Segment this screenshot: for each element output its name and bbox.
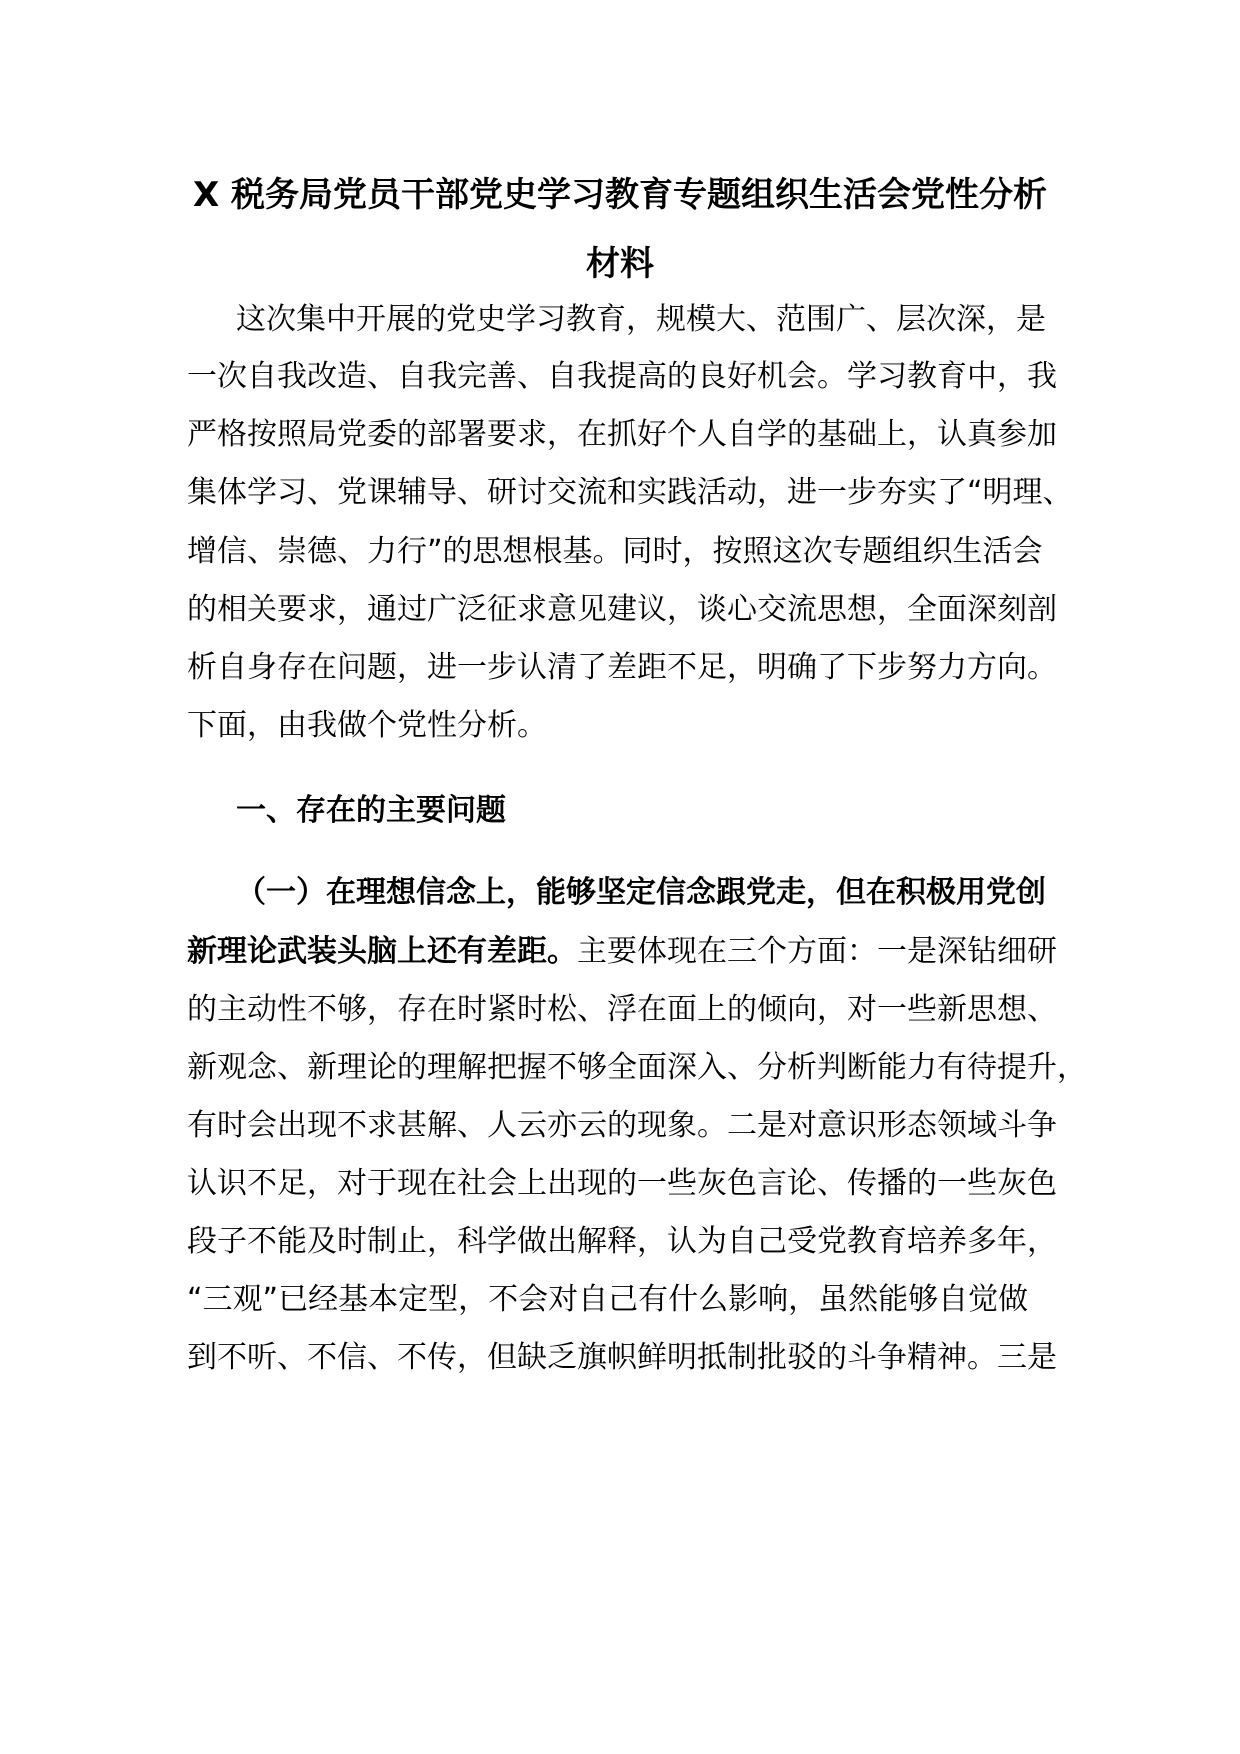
body-line-6: “三观”已经基本定型，不会对自己有什么影响，虽然能够自觉做 (187, 1282, 1029, 1317)
intro-line-1: 这次集中开展的党史学习教育，规模大、范围广、层次深，是 (236, 302, 1046, 337)
intro-line-2: 一次自我改造、自我完善、自我提高的良好机会。学习教育中，我 (187, 359, 1057, 394)
body-line-1: 的主动性不够，存在时紧时松、浮在面上的倾向，对一些新思想、 (187, 992, 1057, 1027)
subsection-heading-rest: 主要体现在三个方面：一是深钻细研 (577, 934, 1057, 969)
intro-line-8: 下面，由我做个党性分析。 (187, 708, 547, 743)
body-line-4: 认识不足，对于现在社会上出现的一些灰色言论、传播的一些灰色 (187, 1166, 1057, 1201)
document-title-line-1: X 税务局党员干部党史学习教育专题组织生活会党性分析 (192, 175, 1048, 215)
subsection-heading-line-2 (187, 932, 1057, 972)
document-title-line-2: 材料 (586, 244, 654, 284)
body-line-7: 到不听、不信、不传，但缺乏旗帜鲜明抵制批驳的斗争精神。三是 (187, 1340, 1057, 1375)
intro-line-4: 集体学习、党课辅导、研讨交流和实践活动，进一步夯实了“明理、 (187, 475, 1073, 510)
subsection-heading-line-1: （一）在理想信念上，能够坚定信念跟党走，但在积极用党创 (236, 875, 1046, 910)
body-line-2: 新观念、新理论的理解把握不够全面深入、分析判断能力有待提升， (187, 1050, 1087, 1085)
section-heading-problems: 一、存在的主要问题 (236, 793, 506, 828)
intro-line-6: 的相关要求，通过广泛征求意见建议，谈心交流思想，全面深刻剖 (187, 592, 1057, 627)
body-line-3: 有时会出现不求甚解、人云亦云的现象。二是对意识形态领域斗争 (187, 1108, 1057, 1143)
intro-line-7: 析自身存在问题，进一步认清了差距不足，明确了下步努力方向。 (187, 650, 1057, 685)
subsection-heading-bold-part: 新理论武装头脑上还有差距。 (187, 934, 577, 969)
body-line-5: 段子不能及时制止，科学做出解释，认为自己受党教育培养多年， (187, 1224, 1057, 1259)
intro-line-3: 严格按照局党委的部署要求，在抓好个人自学的基础上，认真参加 (187, 417, 1057, 452)
intro-line-5: 增信、崇德、力行”的思想根基。同时，按照这次专题组织生活会 (187, 534, 1043, 569)
